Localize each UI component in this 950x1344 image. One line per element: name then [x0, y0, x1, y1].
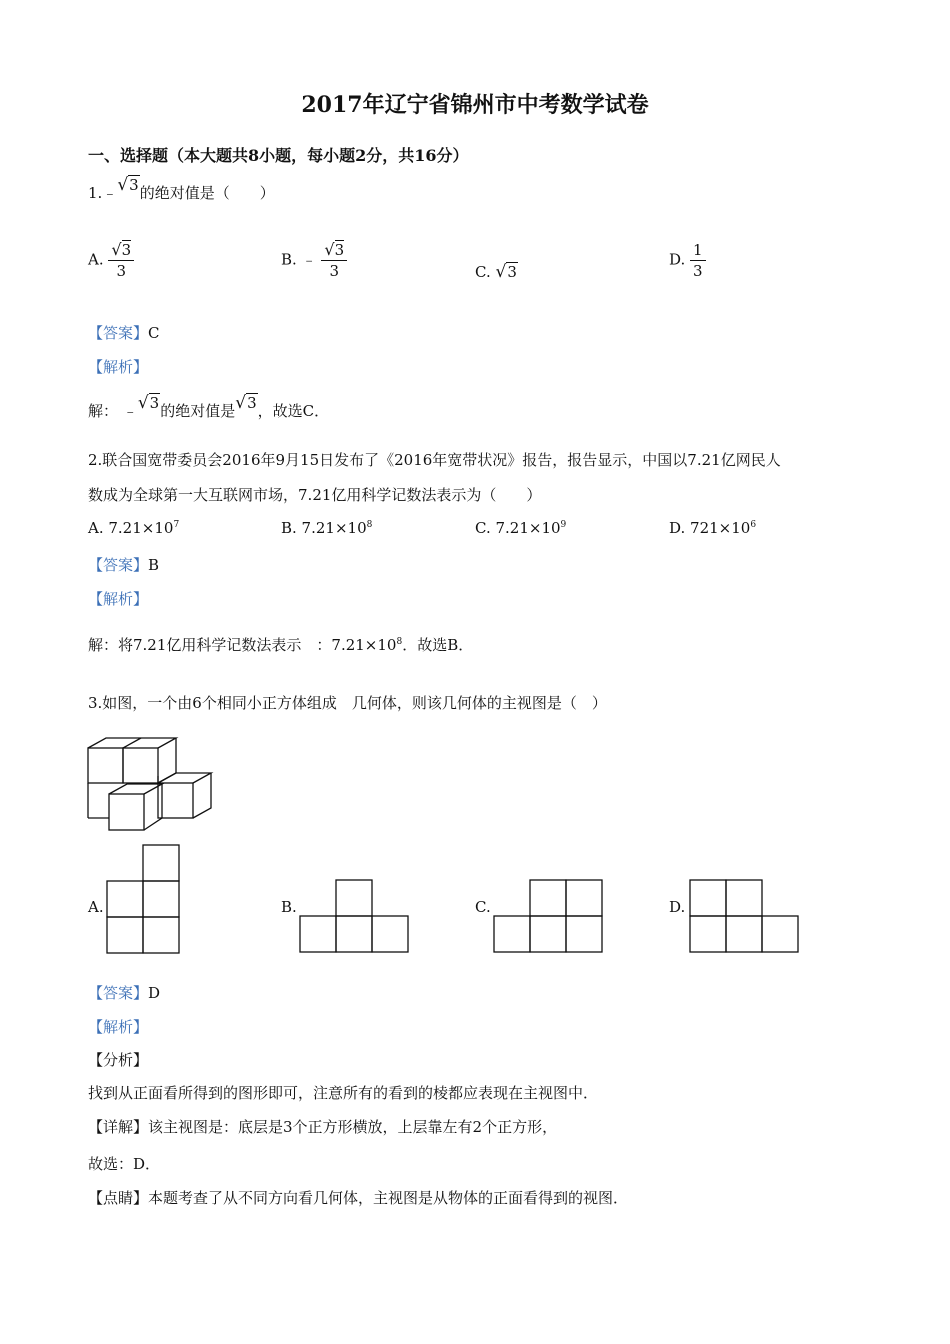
q3-option-d-label[interactable]: D.	[669, 898, 686, 916]
option-letter: C.	[475, 263, 491, 281]
q2-stem-line1: 2.联合国宽带委员会2016年9月15日发布了《2016年宽带状况》报告，报告显示，中国以7.21亿网民人	[88, 451, 781, 469]
q3-option-a-figure[interactable]	[106, 844, 181, 954]
q3-guxuan: 故选：D．	[88, 1155, 161, 1173]
q1-d-fraction: $\frac{1}{3}$	[690, 240, 706, 281]
q1-stem	[88, 175, 275, 203]
q1-solution: 解： ﹣√3的绝对值是√3，故选C．	[88, 393, 330, 420]
q1-c-sqrt: √3	[495, 262, 517, 282]
option-letter: A.	[88, 250, 104, 269]
cube-solid-figure	[86, 736, 214, 832]
q2-analysis-label: 【解析】	[88, 590, 149, 608]
q3-option-a-label[interactable]: A.	[88, 898, 104, 916]
q3-option-d-figure[interactable]	[689, 879, 800, 953]
q2-option-a[interactable]: A. $7.21\times 10^7$	[88, 519, 180, 537]
q2-option-d[interactable]: D. $721\times 10^6$	[669, 519, 757, 537]
q1-answer: 【答案】C	[88, 324, 160, 342]
q1-b-sign: ﹣	[301, 250, 317, 269]
q3-option-c-label[interactable]: C.	[475, 898, 491, 916]
q3-answer: 【答案】D	[88, 984, 161, 1002]
q2-stem-line2: 数成为全球第一大互联网市场，7.21亿用科学记数法表示为（ ）	[88, 486, 542, 504]
q2-option-c[interactable]: C. $7.21\times 10^9$	[475, 519, 567, 537]
option-letter: B.	[281, 250, 297, 269]
q1-stem-text: 的绝对值是（ ）	[139, 184, 275, 202]
q1-option-a[interactable]	[88, 240, 134, 281]
q3-fenxi-text: 找到从正面看所得到的图形即可，注意所有的看到的棱都应表现在主视图中．	[88, 1084, 599, 1102]
q1-analysis-label: 【解析】	[88, 358, 149, 376]
q3-xiangjie: 【详解】该主视图是：底层是3个正方形横放，上层靠左有2个正方形，	[88, 1118, 558, 1136]
q1-option-d[interactable]	[669, 240, 706, 281]
q2-option-b[interactable]: B. $7.21\times 10^8$	[281, 519, 373, 537]
q3-option-b-label[interactable]: B.	[281, 898, 297, 916]
q2-answer: 【答案】B	[88, 556, 160, 574]
q3-stem: 3.如图，一个由6个相同小正方体组成 几何体，则该几何体的主视图是（ ）	[88, 694, 607, 712]
section-heading: 一、选择题（本大题共8小题，每小题2分，共16分）	[88, 146, 469, 165]
q2-solution: 解：将7.21亿用科学记数法表示 ：$7.21\times 10^8$．故选B．	[88, 636, 474, 654]
q1-a-fraction: $\frac{√3}{3}$	[108, 240, 134, 281]
q1-b-fraction: $\frac{√3}{3}$	[321, 240, 347, 281]
q1-number: 1.	[88, 184, 103, 202]
q3-option-c-figure[interactable]	[493, 879, 604, 953]
q1-sqrt: √3	[117, 175, 139, 195]
q1-option-b[interactable]	[281, 240, 347, 281]
q3-fenxi-label: 【分析】	[88, 1051, 149, 1069]
option-letter: D.	[669, 250, 686, 269]
page-title: 2017年辽宁省锦州市中考数学试卷	[301, 92, 649, 118]
q3-option-b-figure[interactable]	[299, 879, 410, 953]
q3-analysis-label: 【解析】	[88, 1018, 149, 1036]
q3-dianjing: 【点睛】本题考查了从不同方向看几何体，主视图是从物体的正面看得到的视图．	[88, 1189, 629, 1207]
q1-neg: ﹣	[102, 184, 118, 202]
q1-option-c[interactable]	[475, 262, 518, 282]
